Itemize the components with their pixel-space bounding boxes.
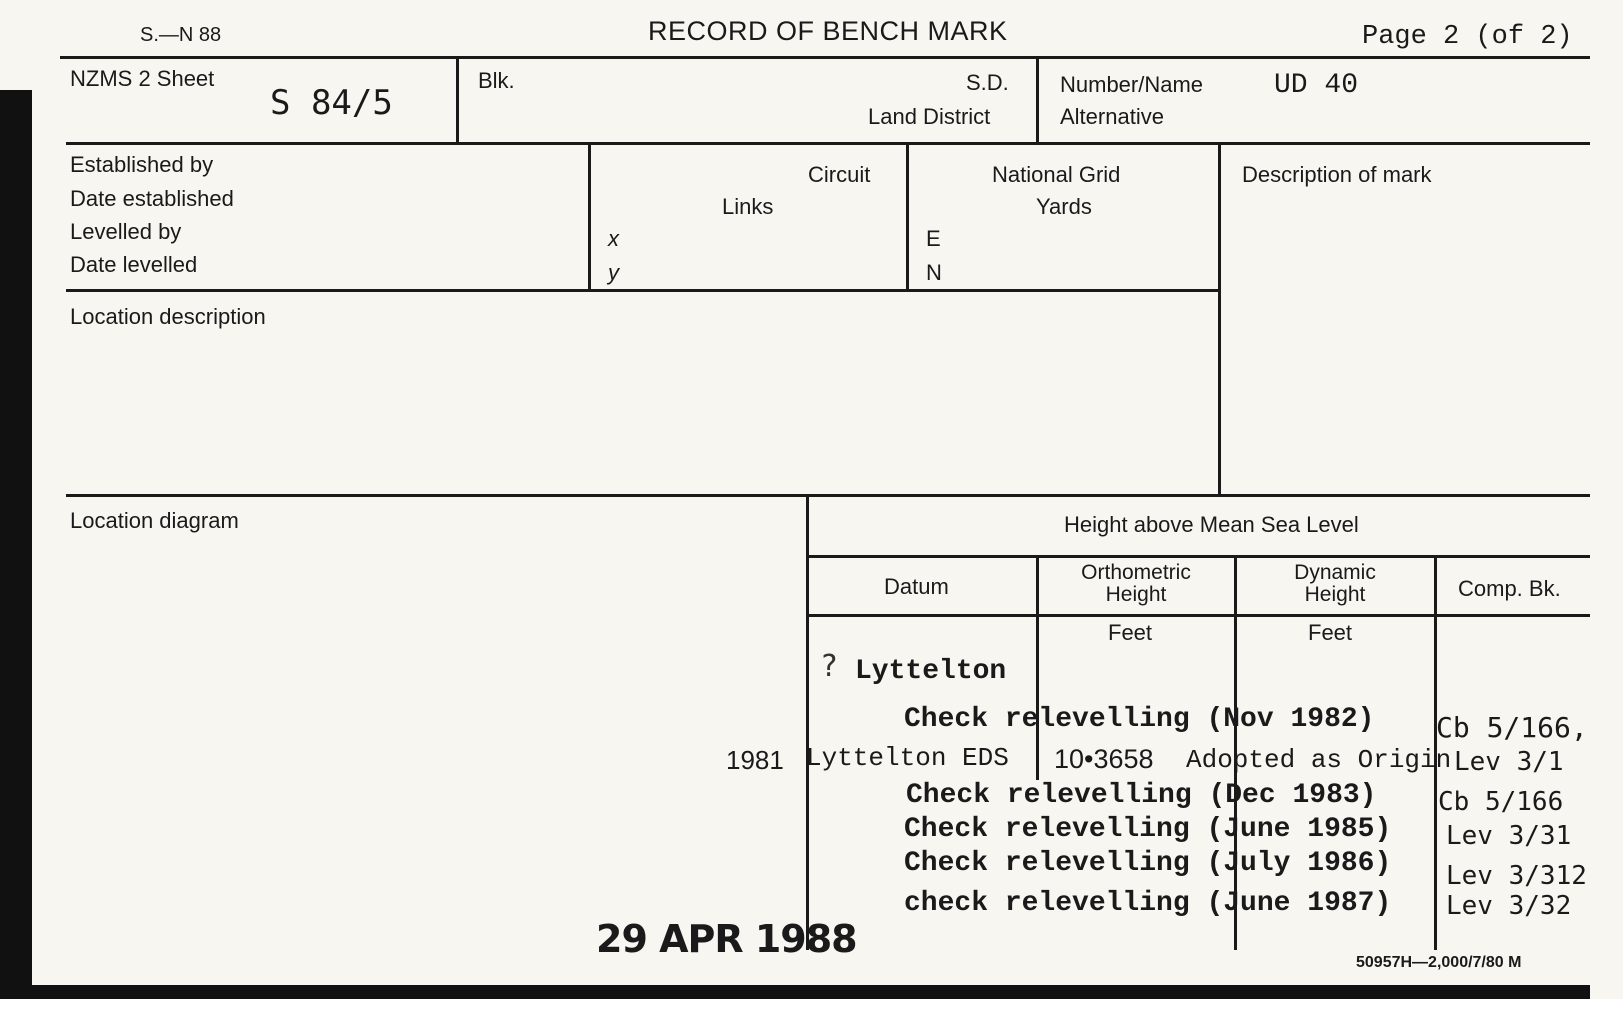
n-label: N: [926, 260, 942, 285]
entry-cb-1982: Cb 5/166,: [1436, 711, 1588, 744]
entry-check-1985: Check relevelling (June 1985): [904, 814, 1392, 845]
rule-row1-bottom: [66, 142, 1590, 145]
scan-margin-bottom: [0, 999, 1623, 1028]
national-grid-label: National Grid: [992, 162, 1121, 187]
e-label: E: [926, 226, 941, 251]
circuit-label: Circuit: [808, 162, 871, 187]
levelled-by-label: Levelled by: [70, 219, 182, 244]
x-label: x: [608, 226, 619, 251]
sheet-label: NZMS 2 Sheet: [70, 66, 215, 91]
rule-top: [60, 56, 1590, 59]
entry-year: 1981: [726, 745, 784, 775]
divider-diagram-table: [806, 494, 809, 950]
footer-print-code: 50957H—2,000/7/80 M: [1356, 954, 1522, 971]
yards-label: Yards: [1036, 194, 1092, 219]
land-district-label: Land District: [868, 104, 991, 129]
entry-check-1982: Check relevelling (Nov 1982): [904, 704, 1375, 735]
entry-lev-1987: Lev 3/32: [1446, 891, 1572, 921]
form-code: S.—N 88: [140, 24, 222, 46]
entry-lyttelton: Lyttelton: [855, 656, 1007, 687]
links-label: Links: [722, 194, 774, 219]
entry-lev-1986: Lev 3/312: [1446, 861, 1587, 891]
entry-adopted: Adopted as Origin: [1186, 745, 1452, 775]
col-comp-bk: Comp. Bk.: [1458, 576, 1561, 601]
y-label: y: [608, 260, 619, 285]
alternative-label: Alternative: [1060, 104, 1164, 129]
entry-check-1983: Check relevelling (Dec 1983): [906, 780, 1377, 811]
location-description-label: Location description: [70, 304, 266, 329]
date-established-label: Date established: [70, 186, 234, 211]
dyn-unit: Feet: [1308, 620, 1353, 645]
rule-row2-bottom: [66, 289, 1220, 292]
mark-query: ?: [820, 649, 839, 684]
number-name-label: Number/Name: [1060, 72, 1204, 97]
divider-circuit-grid: [906, 142, 909, 292]
ortho-unit: Feet: [1108, 620, 1153, 645]
page-number: Page 2 (of 2): [1362, 22, 1573, 52]
sheet-value: S 84/5: [270, 83, 393, 123]
rule-height-header-bottom: [806, 614, 1590, 617]
entry-lev-origin: Lev 3/1: [1454, 747, 1564, 777]
col-datum: Datum: [884, 574, 949, 599]
sd-label: S.D.: [966, 70, 1009, 95]
col-dynamic-height: Dynamic Height: [1294, 561, 1376, 607]
entry-lev-1985: Lev 3/31: [1446, 821, 1572, 851]
col-orthometric-height: Orthometric Height: [1081, 561, 1191, 607]
height-table-title: Height above Mean Sea Level: [1064, 512, 1359, 537]
date-levelled-label: Date levelled: [70, 252, 198, 277]
divider-blk-number: [1036, 56, 1039, 144]
entry-cb-1983: Cb 5/166: [1438, 787, 1564, 817]
established-by-label: Established by: [70, 152, 214, 177]
date-stamp: 29 APR 1988: [596, 917, 857, 961]
entry-datum-eds: Lyttelton EDS: [806, 743, 1009, 773]
rule-height-title-bottom: [806, 555, 1590, 558]
form-title: RECORD OF BENCH MARK: [648, 16, 1008, 46]
location-diagram-label: Location diagram: [70, 508, 239, 533]
rule-location-desc-bottom: [66, 494, 1590, 497]
divider-description: [1218, 142, 1221, 497]
description-of-mark-label: Description of mark: [1242, 162, 1432, 187]
entry-check-1986: Check relevelling (July 1986): [904, 848, 1392, 879]
divider-established-circuit: [588, 142, 591, 292]
entry-check-1987: check relevelling (June 1987): [904, 888, 1392, 919]
blk-label: Blk.: [478, 68, 515, 93]
scan-dark-edge-bottom: [0, 985, 1590, 999]
scan-dark-edge-left: [0, 90, 32, 990]
entry-height-value: 10•3658: [1054, 744, 1154, 774]
divider-sheet-blk: [456, 56, 459, 144]
number-name-value: UD 40: [1274, 70, 1359, 101]
